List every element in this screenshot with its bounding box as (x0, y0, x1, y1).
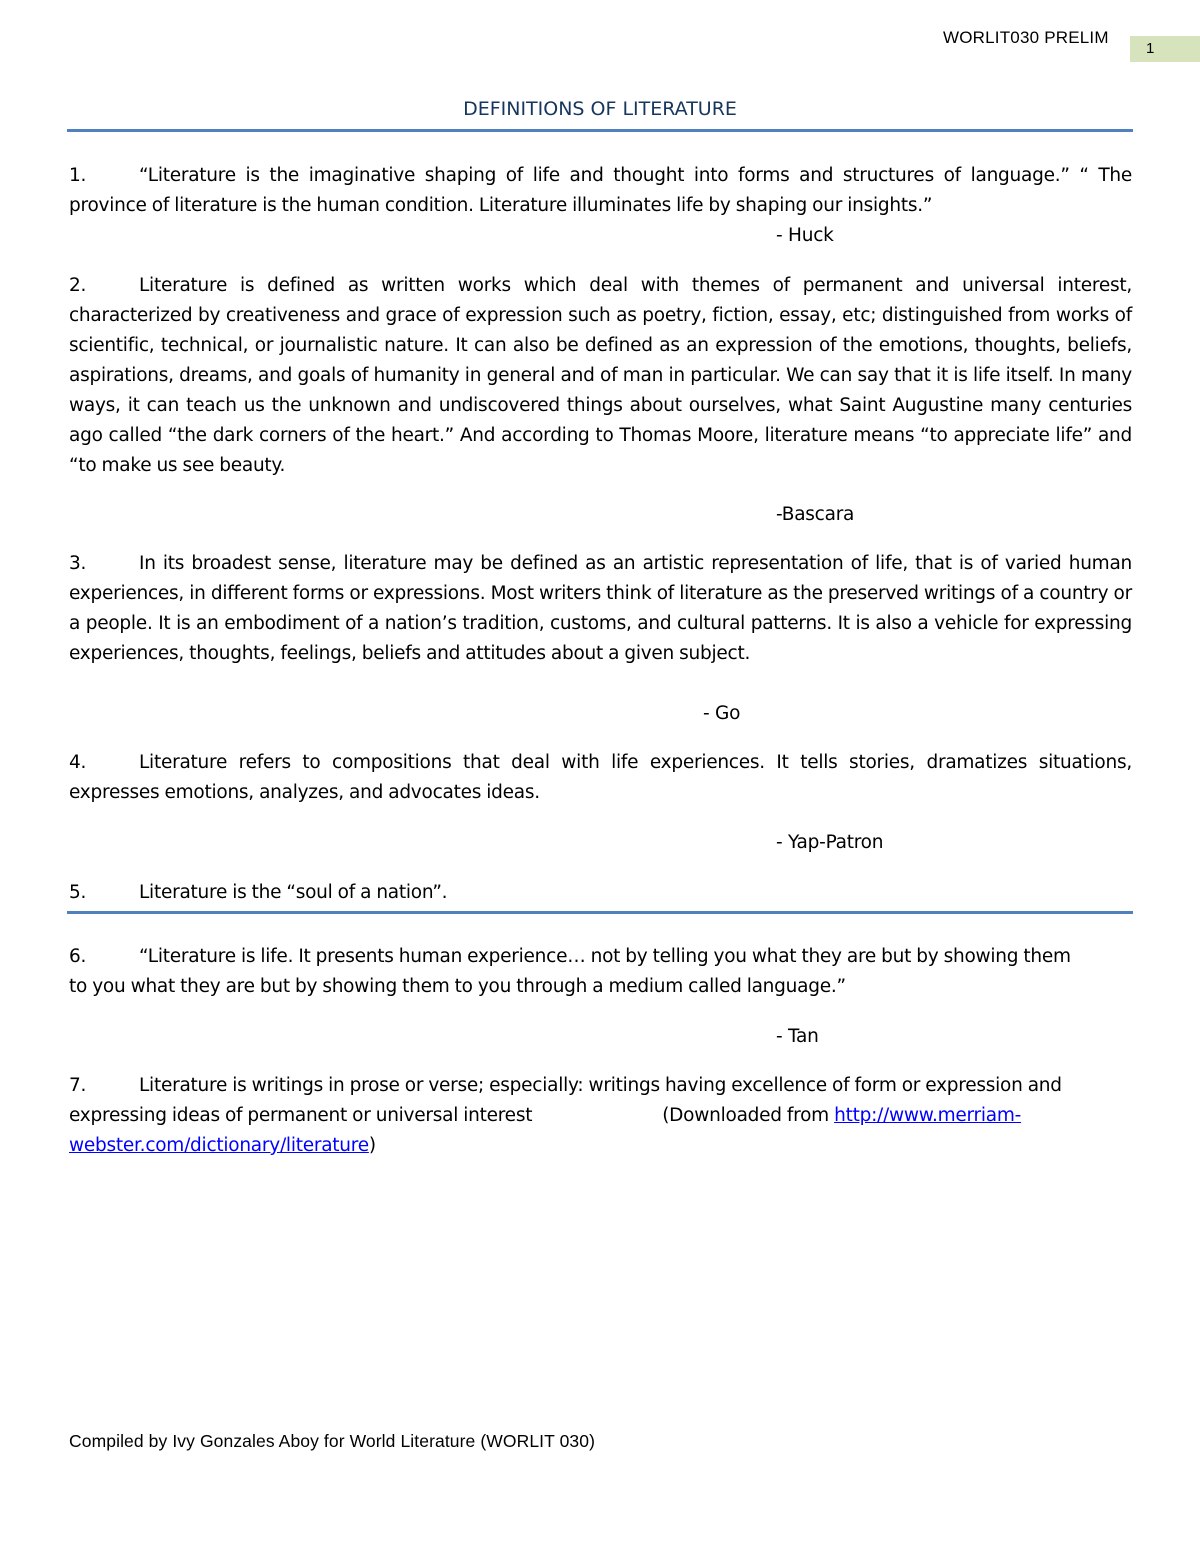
item-number: 7. (69, 1075, 87, 1096)
item-text: Literature is the “soul of a nation”. (139, 882, 448, 903)
definition-item-1 (69, 161, 1132, 221)
item-text: “Literature is the imaginative shaping of life and thought into forms and structures of language.” “ The province of literature is the human condition. Literature illuminates life by shaping our insights.” (69, 165, 1132, 216)
page-title: DEFINITIONS OF LITERATURE (463, 98, 737, 120)
attribution-tan: - Tan (776, 1026, 819, 1047)
item-text: Literature refers to compositions that deal with life experiences. It tells stories, dramatizes situations, expresses emotions, analyzes, and advocates ideas. (69, 752, 1132, 803)
item-number: 2. (69, 275, 87, 296)
definition-item-7 (69, 1071, 1132, 1161)
footer-credit: Compiled by Ivy Gonzales Aboy for World Literature (WORLIT 030) (69, 1431, 596, 1451)
definition-item-4 (69, 748, 1132, 808)
title-underline (67, 129, 1133, 132)
definition-item-6 (69, 942, 1089, 1002)
item-text: Literature is defined as written works which deal with themes of permanent and universal interest, characterized by creativeness and grace of expression such as poetry, fiction, essay, etc; distinguished from works of scientific, technical, or journalistic nature. It can also be defined as an expression of the emotions, thoughts, beliefs, aspirations, dreams, and goals of humanity in general and of man in particular. We can say that it is life itself. In many ways, it can teach us the unknown and undiscovered things about ourselves, what Saint Augustine many centuries ago called “the dark corners of the heart.” And according to Thomas Moore, literature means “to appreciate life” and “to make us see beauty. (69, 275, 1132, 476)
attribution-go: - Go (703, 703, 741, 724)
definition-item-5 (69, 878, 1132, 908)
item-number: 1. (69, 165, 87, 186)
item-text: Literature is writings in prose or verse; especially: writings having excellence of form or expression and expressing ideas of permanent or universal interest (69, 1075, 1062, 1126)
source-prefix: (Downloaded from (662, 1105, 835, 1126)
item-text: In its broadest sense, literature may be defined as an artistic representation of life, that is of varied human experiences, in different forms or expressions. Most writers think of literature as the preserved writings of a country or a people. It is an embodiment of a nation’s tradition, customs, and cultural patterns. It is also a vehicle for expressing experiences, thoughts, feelings, beliefs and attitudes about a given subject. (69, 553, 1132, 664)
definition-item-3 (69, 549, 1132, 669)
item-number: 4. (69, 752, 87, 773)
attribution-huck: - Huck (776, 225, 834, 246)
item-number: 6. (69, 946, 87, 967)
section-divider (67, 911, 1133, 914)
item-text: “Literature is life. It presents human experience… not by telling you what they are but by showing them to you what they are but by showing them to you through a medium called language.” (69, 946, 1071, 997)
attribution-yap-patron: - Yap-Patron (776, 832, 884, 853)
page-number: 1 (1130, 36, 1200, 62)
header-label: WORLIT030 PRELIM (943, 28, 1109, 47)
item-number: 3. (69, 553, 87, 574)
attribution-bascara: -Bascara (776, 504, 855, 525)
source-suffix: ) (368, 1135, 376, 1156)
definition-item-2 (69, 271, 1132, 481)
item-number: 5. (69, 882, 87, 903)
merriam-webster-link[interactable]: http://www.merriam-webster.com/dictionary/literature (69, 1105, 1022, 1156)
